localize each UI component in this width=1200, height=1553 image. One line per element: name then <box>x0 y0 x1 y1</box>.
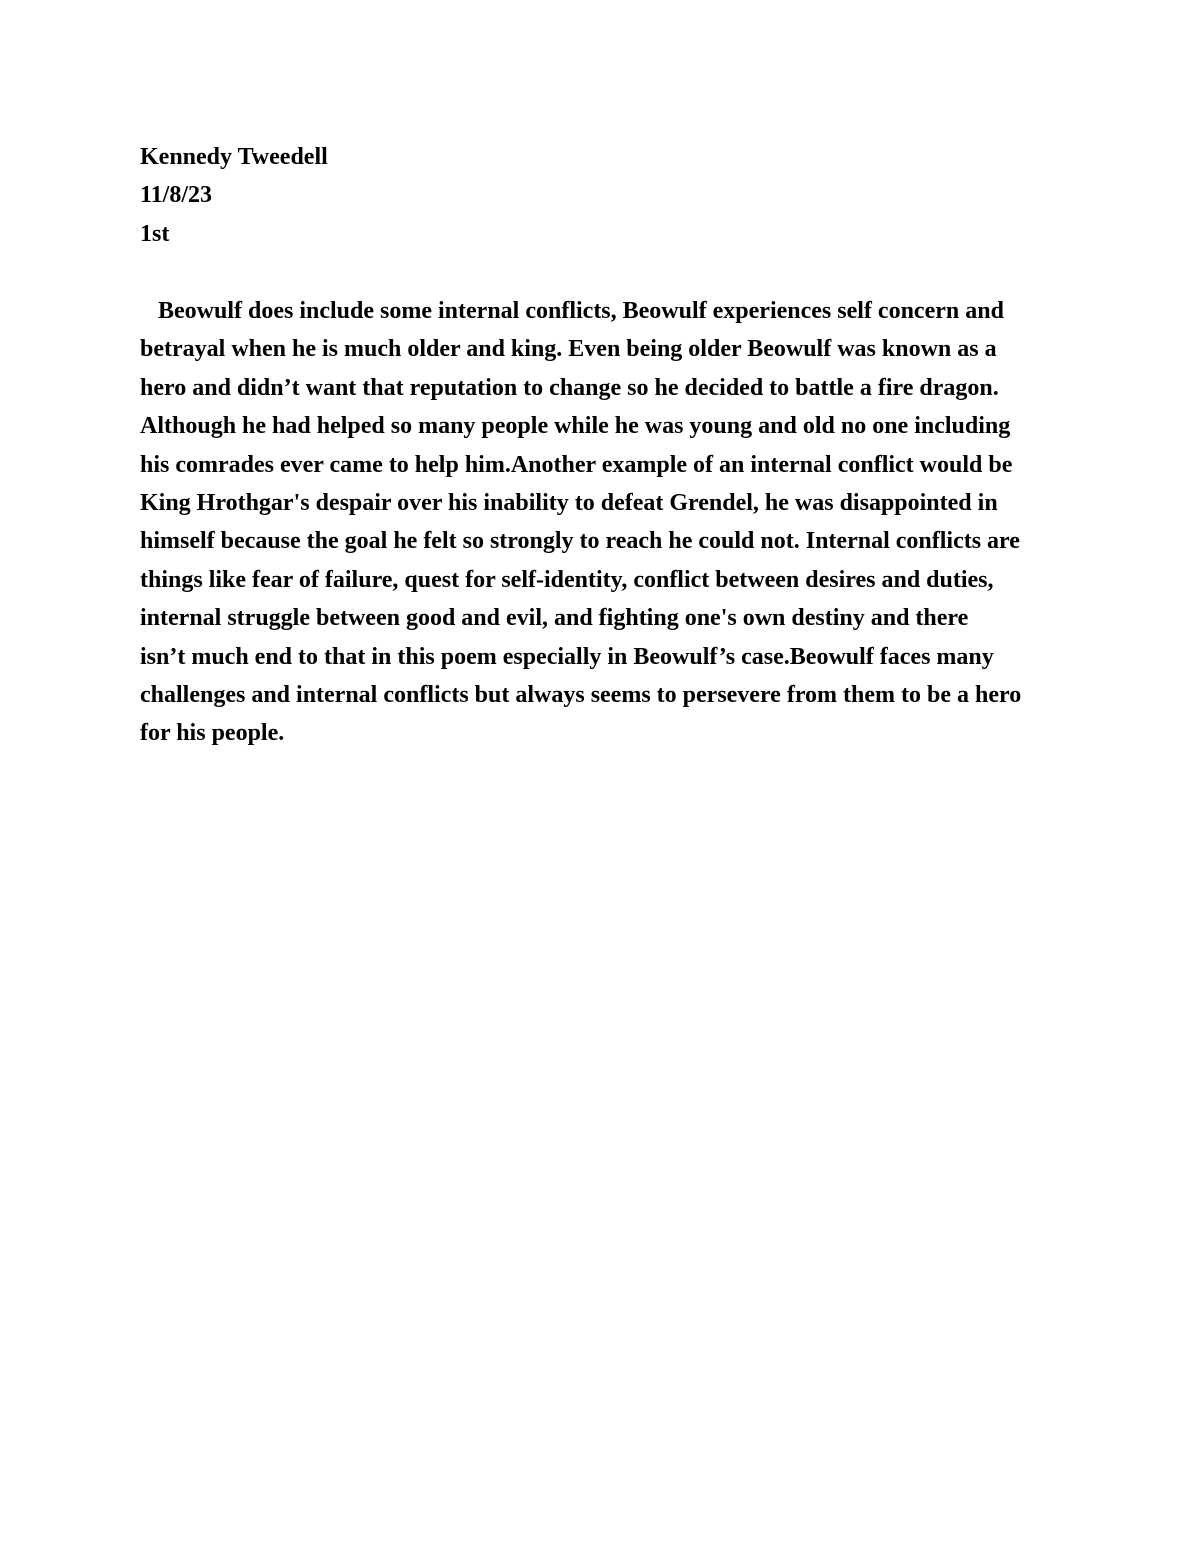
paragraph-line: isn’t much end to that in this poem especially in Beowulf’s case.Beowulf faces many <box>140 643 994 670</box>
class-period: 1st <box>140 220 170 247</box>
paragraph-line: Beowulf does include some internal conflicts, Beowulf experiences self concern and <box>158 298 1004 324</box>
paragraph-line: things like fear of failure, quest for self-identity, conflict between desires and duties, <box>140 566 994 593</box>
author-name: Kennedy Tweedell <box>140 144 328 170</box>
paragraph-line: himself because the goal he felt so strongly to reach he could not. Internal conflicts are <box>140 528 1020 555</box>
document-date: 11/8/23 <box>140 182 213 209</box>
paragraph-line: challenges and internal conflicts but always seems to persevere from them to be a hero <box>140 682 1022 709</box>
document-header <box>140 138 1060 253</box>
paragraph-line: betrayal when he is much older and king. Even being older Beowulf was known as a <box>140 336 997 363</box>
paragraph-line: Although he had helped so many people while he was young and old no one including <box>140 413 1011 440</box>
paragraph-line: for his people. <box>140 720 285 747</box>
paragraph-line: internal struggle between good and evil, and fighting one's own destiny and there <box>140 605 969 632</box>
paragraph-line: hero and didn’t want that reputation to change so he decided to battle a fire dragon. <box>140 374 999 401</box>
paragraph-line: King Hrothgar's despair over his inability to defeat Grendel, he was disappointed in <box>140 490 998 517</box>
essay-paragraph <box>140 292 1060 753</box>
paragraph-line: his comrades ever came to help him.Another example of an internal conflict would be <box>140 451 1013 478</box>
